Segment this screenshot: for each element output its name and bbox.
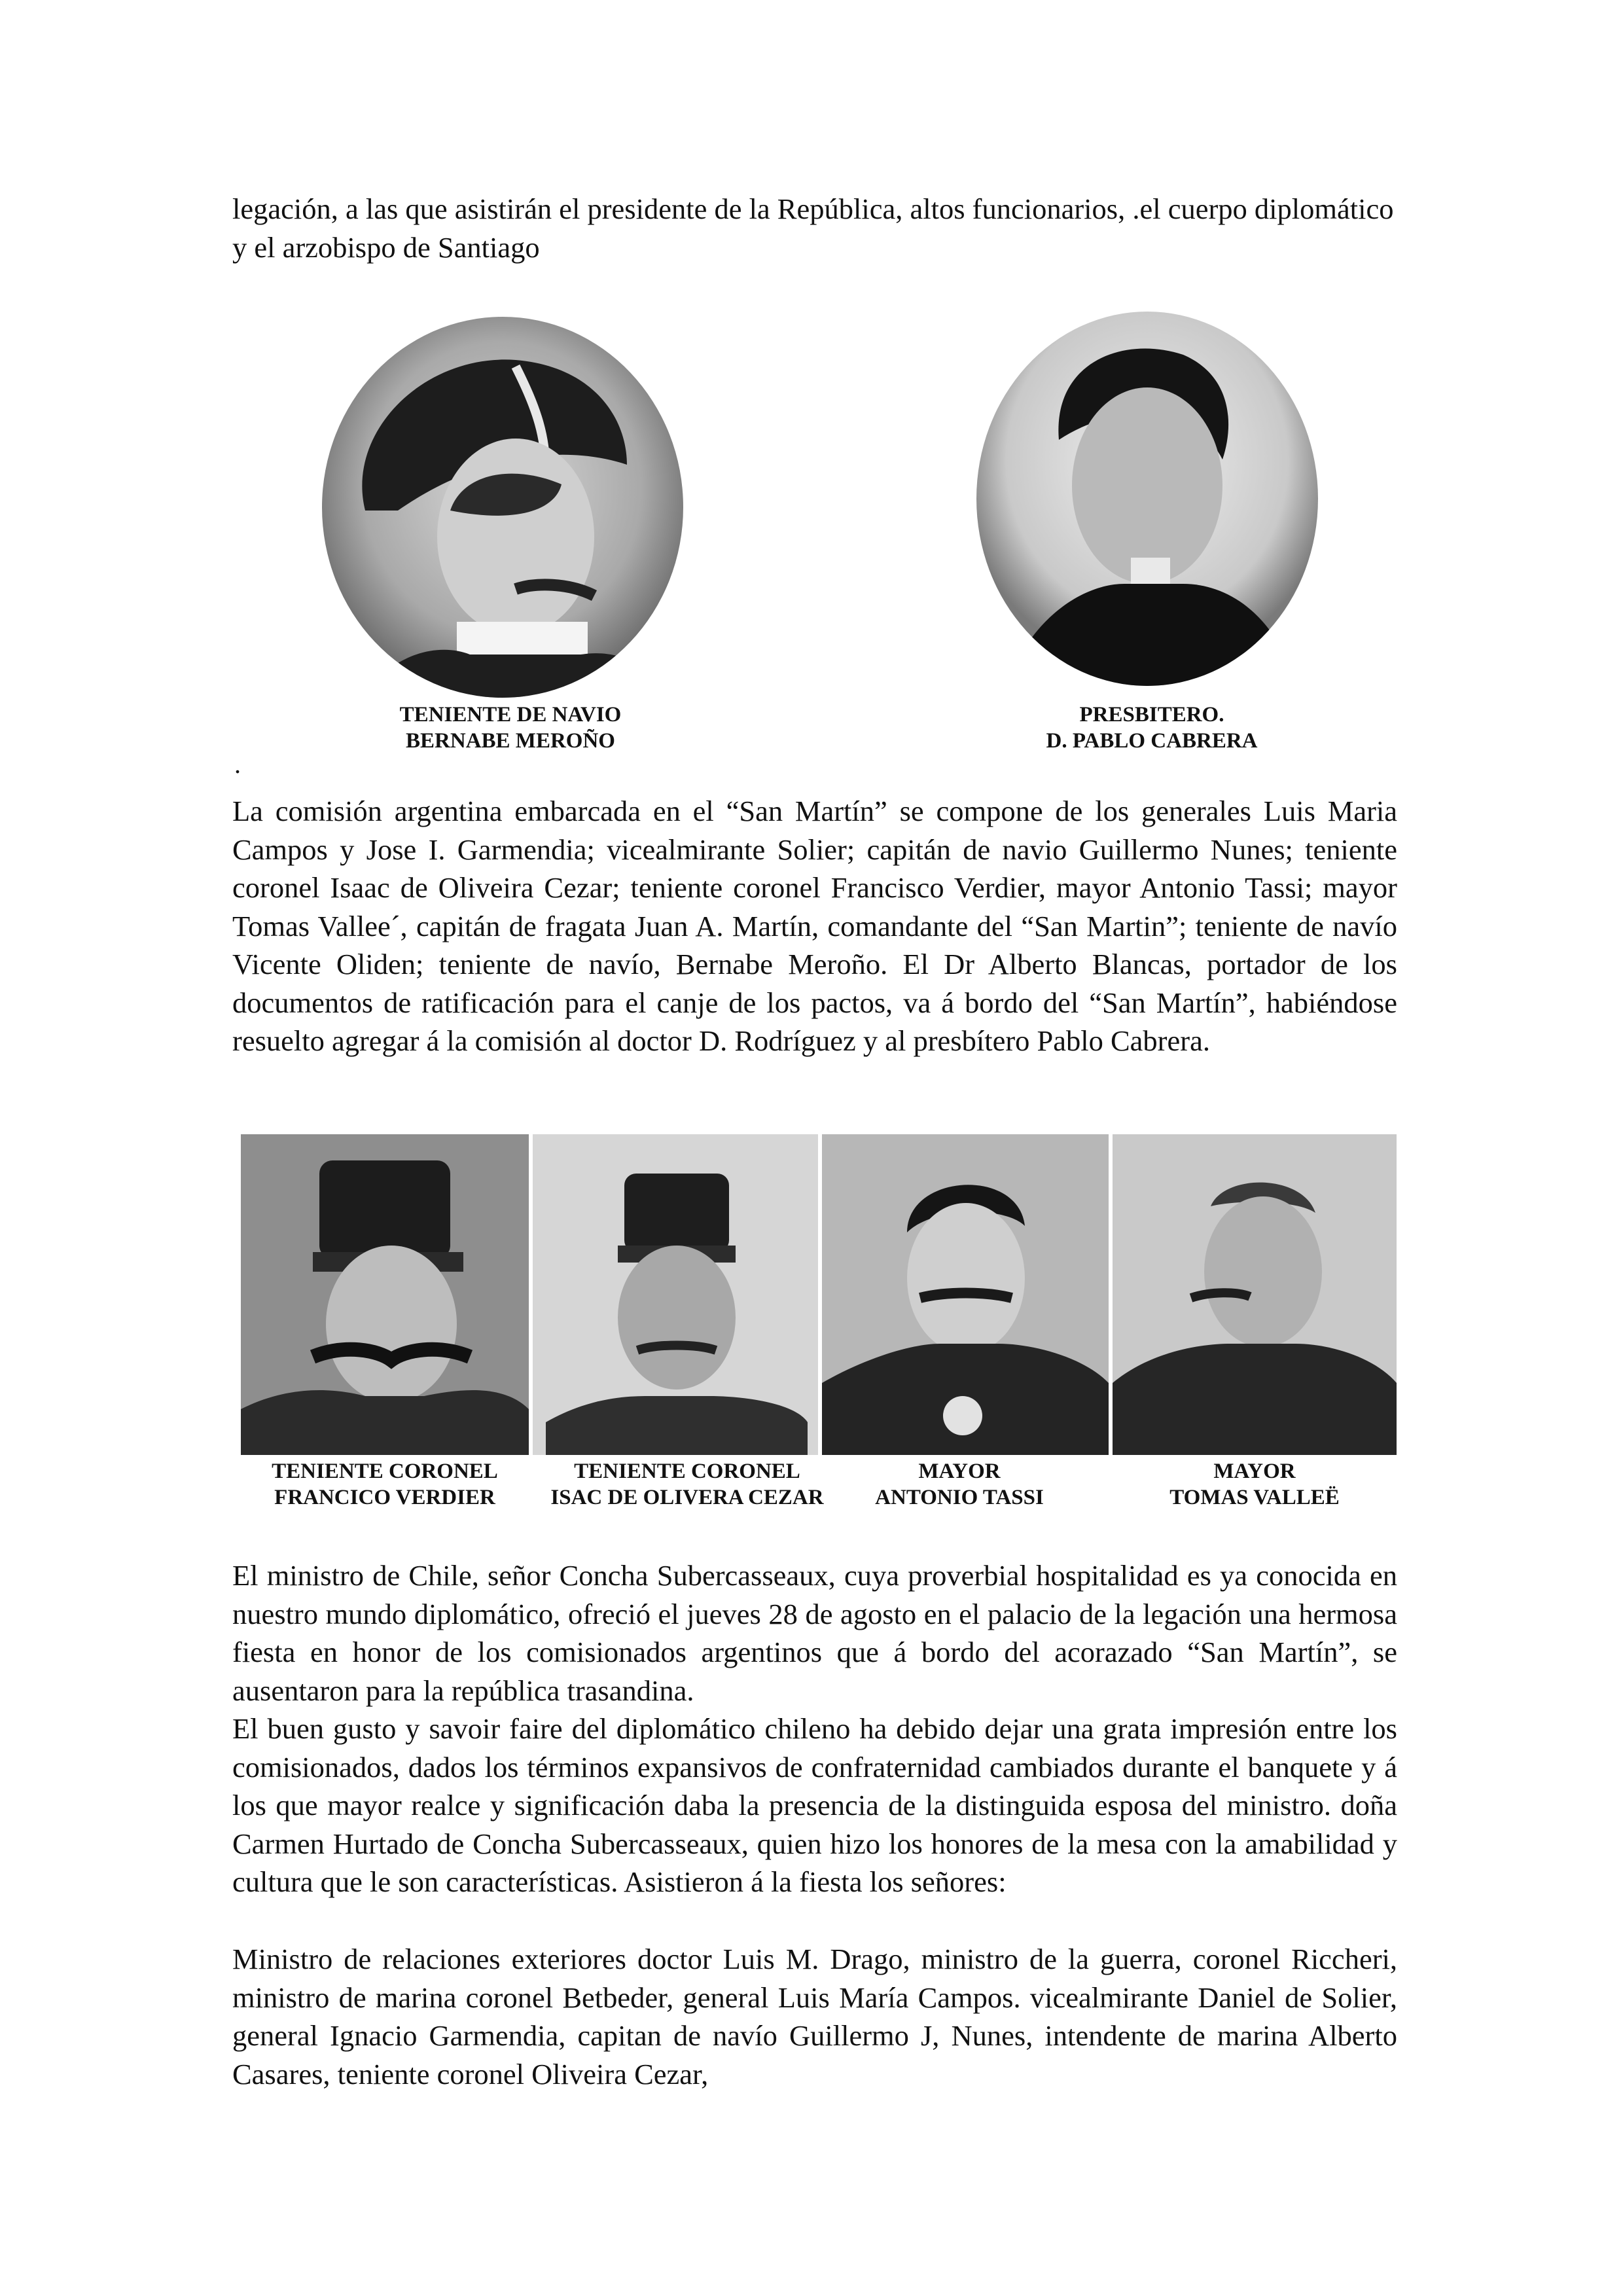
paragraph-3: El ministro de Chile, señor Concha Subercasseaux, cuya proverbial hospitalidad es ya conocida en nuestro mundo diplomático, ofreció el jueves 28 de agosto en el palacio de la legación una hermosa fiesta en honor de los comisionados argentinos que á bordo del acorazado “San Martín”, se ausentaron para la república trasandina. <box>232 1559 1397 1707</box>
portrait-pablo-cabrera <box>974 309 1321 689</box>
caption-bernabe-merono <box>380 702 641 754</box>
portrait-francisco-verdier <box>241 1134 529 1455</box>
caption-pablo-cabrera <box>1021 702 1283 754</box>
caption-title: TENIENTE CORONEL <box>272 1460 498 1483</box>
caption-name: BERNABE MEROÑO <box>406 729 615 753</box>
paragraph-5: Ministro de relaciones exteriores doctor Luis M. Drago, ministro de la guerra, coronel Riccheri, ministro de marina coronel Betbeder, general Luis María Campos. vicealmirante Daniel de Solier, general Ignacio Garmendia, capitan de navío Guillermo J, Nunes, intendente de marina Alberto Casares, teniente coronel Oliveira Cezar, <box>232 1943 1397 2090</box>
portrait-antonio-tassi <box>822 1134 1109 1455</box>
paragraph-4: El buen gusto y savoir faire del diplomático chileno ha debido dejar una grata impresión entre los comisionados, dados los términos expansivos de confraternidad cambiados durante el banquete y á los que mayor realce y significación daba la presencia de la distinguida esposa del ministro. doña Carmen Hurtado de Concha Subercasseaux, quien hizo los honores de la mesa con la amabilidad y cultura que le son características. Asistieron á la fiesta los señores: <box>232 1712 1397 1898</box>
caption-antonio-tassi <box>822 1458 1097 1511</box>
caption-isac-de-olivera-cezar <box>524 1458 851 1511</box>
caption-title: MAYOR <box>1213 1460 1296 1483</box>
caption-title: PRESBITERO. <box>1079 703 1224 726</box>
paragraph-2: La comisión argentina embarcada en el “San Martín” se compone de los generales Luis Maria Campos y Jose I. Garmendia; vicealmirante Solier; capitán de navio Guillermo Nunes; teniente coronel Isaac de Oliveira Cezar; teniente coronel Francisco Verdier, mayor Antonio Tassi; mayor Tomas Vallee´, capitán de fragata Juan A. Martín, comandante del “San Martin”; teniente de navío Vicente Oliden; teniente de navío, Bernabe Meroño. El Dr Alberto Blancas, portador de los documentos de ratificación para el canje de los pactos, va á bordo del “San Martín”, habiéndose resuelto agregar á la comisión al doctor D. Rodríguez y al presbítero Pablo Cabrera. <box>232 795 1397 1057</box>
caption-title: TENIENTE CORONEL <box>574 1460 800 1483</box>
paragraph-1: legación, a las que asistirán el presidente de la República, altos funcionarios, .el cuerpo diplomático y el arzobispo de Santiago <box>232 192 1394 264</box>
portrait-isac-de-olivera-cezar <box>533 1134 818 1455</box>
caption-name: D. PABLO CABRERA <box>1046 729 1258 753</box>
portrait-tomas-vallee <box>1113 1134 1397 1455</box>
stray-dot: . <box>234 749 241 779</box>
portrait-bernabe-merono <box>319 314 686 700</box>
caption-name: ANTONIO TASSI <box>875 1486 1044 1509</box>
caption-tomas-vallee <box>1113 1458 1397 1511</box>
caption-name: FRANCICO VERDIER <box>274 1486 495 1509</box>
caption-francisco-verdier <box>241 1458 529 1511</box>
caption-title: MAYOR <box>918 1460 1001 1483</box>
caption-name: TOMAS VALLEË <box>1169 1486 1340 1509</box>
caption-name: ISAC DE OLIVERA CEZAR <box>550 1486 824 1509</box>
caption-title: TENIENTE DE NAVIO <box>399 703 622 726</box>
